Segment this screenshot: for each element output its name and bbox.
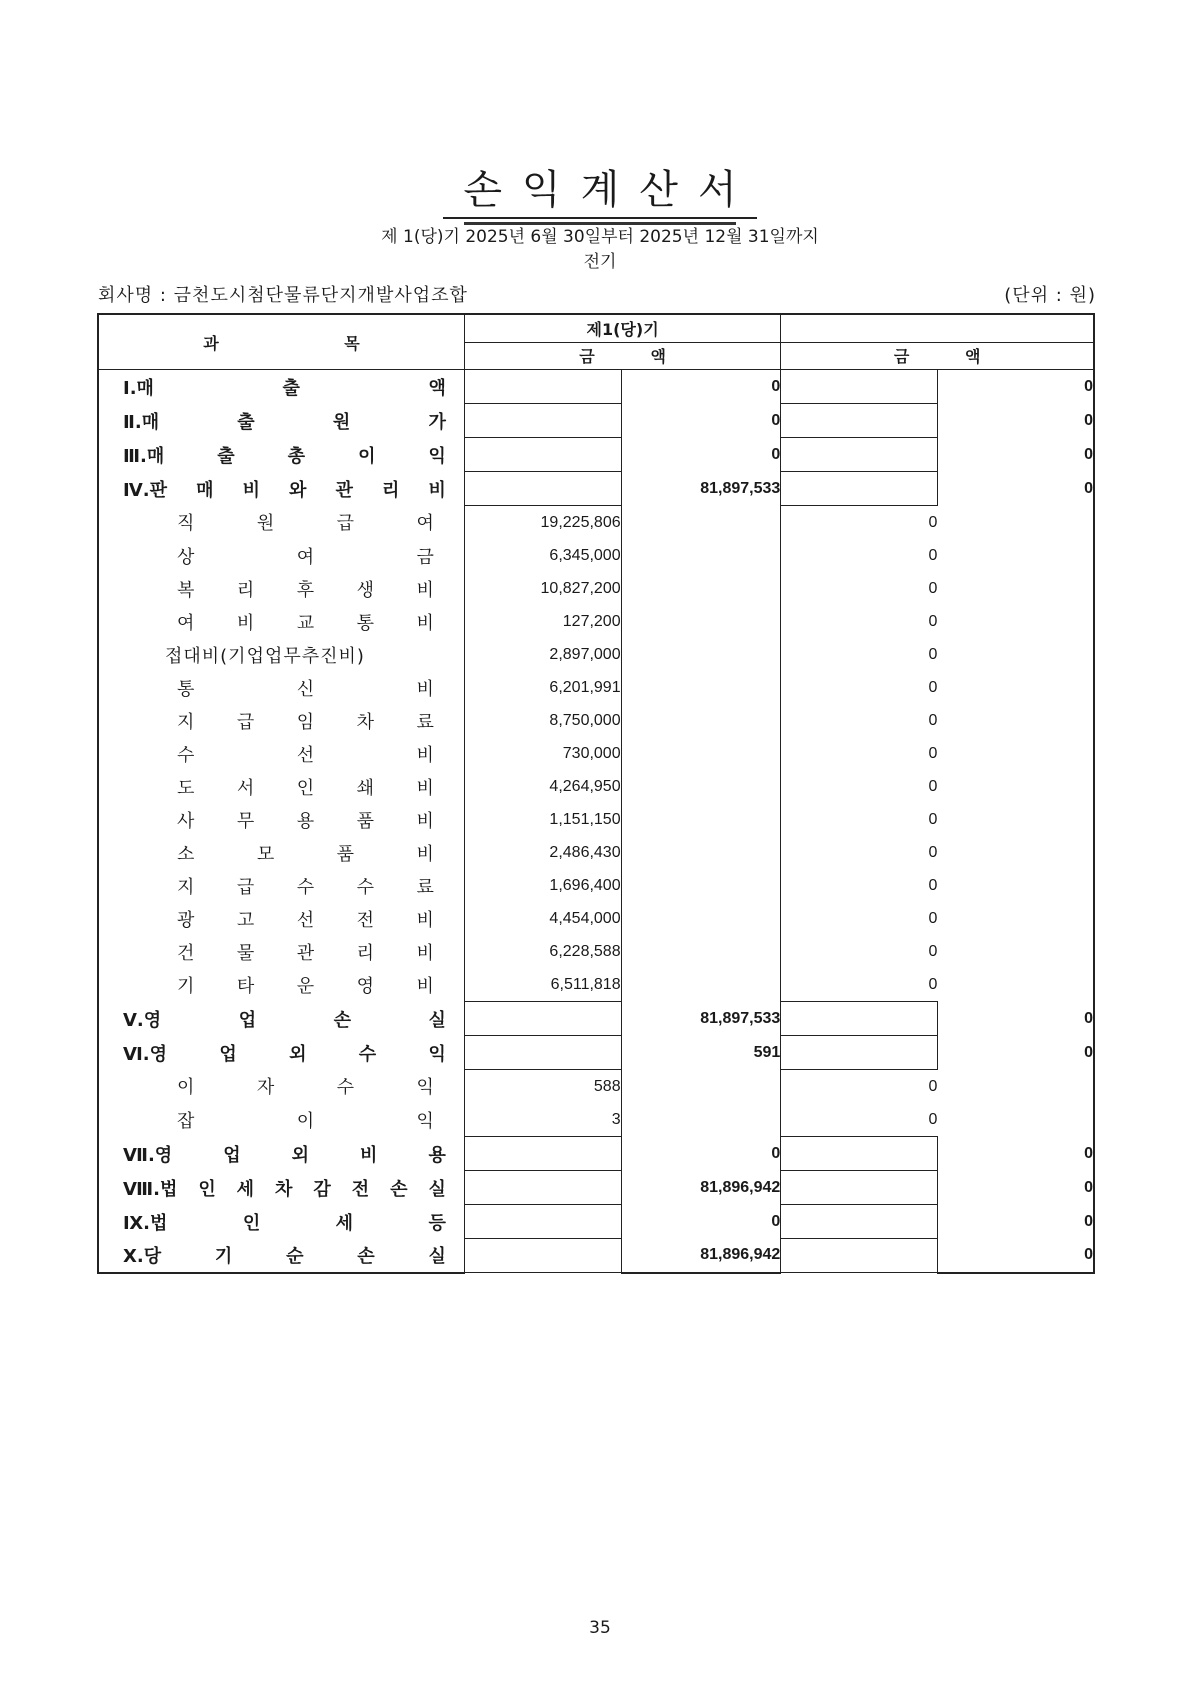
account-name [98, 770, 464, 803]
account-name-char: 서 [236, 777, 255, 799]
account-name-char: 매 [196, 479, 214, 501]
amount-2: 0 [621, 370, 781, 404]
account-name-char: 비 [416, 612, 434, 634]
account-name-char: 비 [416, 579, 434, 601]
amount-2: 81,896,942 [621, 1239, 781, 1273]
amount-2 [621, 803, 781, 836]
account-name-char: 직 [177, 513, 195, 535]
header-current-period: 제1(당)기 [464, 314, 780, 342]
item-row [98, 605, 1094, 638]
section-row [98, 370, 1094, 404]
amount-1: 8,750,000 [549, 711, 621, 729]
account-name-char: 출 [282, 377, 300, 399]
amount-1: 127,200 [562, 612, 621, 630]
item-row [98, 935, 1094, 968]
account-name-char: 관 [335, 479, 353, 501]
account-name-char: 세 [236, 1178, 255, 1200]
account-name-char: 품 [336, 843, 355, 865]
account-name-char: 손 [333, 1009, 351, 1031]
amount-3 [781, 472, 938, 506]
account-name-char: 차 [275, 1178, 293, 1200]
account-name-char: 익 [428, 1043, 446, 1065]
section-row [98, 438, 1094, 472]
amount-3: 0 [781, 803, 938, 836]
account-name-char: 복 [177, 579, 195, 601]
amount-4 [937, 770, 1094, 803]
company-name: 회사명 : 금천도시첨단물류단지개발사업조합 [98, 285, 468, 306]
amount-4 [937, 572, 1094, 605]
amount-1: 4,454,000 [549, 909, 621, 927]
account-name-char: 쇄 [356, 777, 375, 799]
account-name-char: 신 [296, 678, 315, 700]
item-row [98, 704, 1094, 737]
header-prior-period [781, 314, 1094, 342]
account-name-char: 와 [289, 479, 307, 501]
account-name-char: 사 [177, 810, 195, 832]
header-amount-prior: 금 액 [781, 342, 1094, 370]
account-name-char: 전 [351, 1178, 370, 1200]
amount-3: 0 [781, 539, 938, 572]
amount-1 [464, 404, 621, 438]
account-name-char: 가 [428, 411, 446, 433]
item-row [98, 737, 1094, 770]
amount-4 [937, 704, 1094, 737]
account-name-char: Ⅰ.매 [123, 377, 154, 399]
account-name-char: 리 [381, 479, 400, 501]
account-name [98, 539, 464, 572]
account-name-char: 순 [286, 1246, 304, 1267]
amount-3: 0 [781, 1070, 938, 1104]
amount-4: 0 [937, 438, 1094, 472]
account-name-char: 통 [177, 678, 195, 700]
account-name-char: 통 [356, 612, 375, 634]
account-name-char: 용 [428, 1144, 446, 1166]
amount-2 [621, 572, 781, 605]
account-name-char: 전 [356, 909, 375, 931]
amount-4: 0 [937, 1171, 1094, 1205]
account-name-char: 고 [236, 909, 255, 931]
account-name-char: 리 [356, 942, 375, 964]
item-row [98, 836, 1094, 869]
amount-4: 0 [937, 1002, 1094, 1036]
account-name [98, 968, 464, 1002]
account-name-char: 금 [416, 546, 434, 568]
account-name-char: 소 [177, 843, 195, 865]
amount-4 [937, 968, 1094, 1002]
amount-1 [464, 1205, 621, 1239]
amount-1: 730,000 [562, 744, 621, 762]
amount-4 [937, 869, 1094, 902]
amount-4: 0 [937, 404, 1094, 438]
item-row [98, 638, 1094, 671]
amount-2: 0 [621, 438, 781, 472]
amount-3: 0 [781, 572, 938, 605]
amount-3: 0 [781, 671, 938, 704]
account-name-char: 비 [242, 479, 260, 501]
account-name-char: 급 [236, 711, 255, 733]
account-name-char: 비 [236, 612, 255, 634]
amount-3 [781, 1171, 938, 1205]
account-name-char: 비 [416, 843, 434, 865]
header-subject: 과 목 [98, 314, 464, 370]
account-name-char: 익 [416, 1077, 434, 1099]
amount-1: 19,225,806 [540, 513, 621, 531]
account-name-char: 영 [356, 975, 375, 997]
account-name-char: 도 [177, 777, 195, 799]
item-row [98, 1070, 1094, 1104]
section-row [98, 472, 1094, 506]
item-row [98, 572, 1094, 605]
amount-1 [464, 1137, 621, 1171]
amount-1: 1,696,400 [549, 876, 621, 894]
amount-4 [937, 539, 1094, 572]
account-name-char: 외 [291, 1144, 310, 1166]
account-name-char: 생 [356, 579, 375, 601]
account-name-char: 운 [296, 975, 315, 997]
amount-2: 591 [621, 1036, 781, 1070]
account-name-char: 손 [390, 1178, 408, 1200]
amount-4: 0 [937, 370, 1094, 404]
amount-2: 0 [621, 1205, 781, 1239]
account-name [98, 638, 464, 671]
account-name-char: 인 [296, 777, 315, 799]
account-name-char: 리 [236, 579, 255, 601]
account-name-char: 타 [236, 975, 255, 997]
amount-4 [937, 1103, 1094, 1137]
account-name-char: 여 [177, 612, 195, 634]
account-name-char: 여 [416, 513, 434, 535]
amount-2 [621, 605, 781, 638]
account-name-char: 료 [416, 711, 434, 733]
account-name [98, 1103, 464, 1137]
amount-2 [621, 638, 781, 671]
account-name [98, 404, 464, 438]
account-name-char: 원 [332, 411, 351, 433]
account-name-char: 급 [236, 876, 255, 898]
amount-2 [621, 737, 781, 770]
account-name-char: 임 [296, 711, 315, 733]
account-name-char: 이 [358, 445, 376, 467]
income-statement-table [97, 313, 1095, 1274]
section-row [98, 1171, 1094, 1205]
account-name-char: 용 [296, 810, 315, 832]
amount-1: 6,511,818 [550, 975, 621, 993]
amount-4: 0 [937, 1036, 1094, 1070]
amount-1: 4,264,950 [549, 777, 621, 795]
amount-1: 2,486,430 [549, 843, 621, 861]
item-row [98, 902, 1094, 935]
account-name-char: 총 [287, 445, 306, 467]
amount-3 [781, 1036, 938, 1070]
account-name-char: 선 [296, 909, 315, 931]
account-name [98, 472, 464, 506]
account-name-char: 선 [296, 744, 315, 766]
account-name [98, 1070, 464, 1104]
account-name [98, 836, 464, 869]
account-name-char: 료 [416, 876, 434, 898]
amount-4 [937, 1070, 1094, 1104]
account-name-char: 출 [217, 445, 235, 467]
account-name [98, 935, 464, 968]
account-name-char: Ⅱ.매 [123, 411, 160, 433]
account-name-char: 여 [296, 546, 315, 568]
amount-1 [464, 370, 621, 404]
amount-4 [937, 605, 1094, 638]
amount-2: 81,897,533 [621, 1002, 781, 1036]
account-name-char: 잡 [177, 1110, 195, 1132]
account-name-char: 수 [336, 1077, 355, 1099]
account-name-char: 차 [356, 711, 375, 733]
document-title: 손익계산서 [443, 158, 756, 219]
account-name [98, 1239, 464, 1273]
account-name [98, 902, 464, 935]
amount-3: 0 [781, 968, 938, 1002]
account-name [98, 605, 464, 638]
amount-4 [937, 737, 1094, 770]
account-name-char: 자 [256, 1077, 275, 1099]
amount-1 [464, 1002, 621, 1036]
amount-1 [464, 472, 621, 506]
account-name-char: 업 [238, 1009, 257, 1031]
amount-2 [621, 1070, 781, 1104]
section-row [98, 1036, 1094, 1070]
account-name-char: 후 [296, 579, 315, 601]
amount-2: 81,896,942 [621, 1171, 781, 1205]
account-name [98, 370, 464, 404]
account-name-char: 수 [358, 1043, 377, 1065]
amount-4 [937, 935, 1094, 968]
amount-2 [621, 968, 781, 1002]
account-name [98, 1036, 464, 1070]
statement-body [98, 370, 1094, 1273]
amount-2 [621, 539, 781, 572]
account-name-char: 출 [237, 411, 255, 433]
section-row [98, 404, 1094, 438]
page-number: 35 [589, 1618, 611, 1638]
amount-2 [621, 704, 781, 737]
account-name-char: 인 [198, 1178, 216, 1200]
section-row [98, 1239, 1094, 1273]
account-name-char: 수 [356, 876, 375, 898]
account-name-char: Ⅹ.당 [123, 1246, 162, 1267]
amount-4: 0 [937, 1205, 1094, 1239]
amount-1 [464, 1171, 621, 1205]
section-row [98, 1205, 1094, 1239]
amount-2 [621, 770, 781, 803]
account-name-char: 이 [296, 1110, 315, 1132]
amount-1 [464, 1239, 621, 1273]
account-name-char: 교 [296, 612, 315, 634]
amount-2 [621, 902, 781, 935]
account-name-char: Ⅵ.영 [123, 1043, 168, 1065]
amount-1: 1,151,150 [549, 810, 621, 828]
item-row [98, 1103, 1094, 1137]
amount-1 [464, 1036, 621, 1070]
amount-3: 0 [781, 935, 938, 968]
amount-3: 0 [781, 902, 938, 935]
account-name [98, 1137, 464, 1171]
amount-3: 0 [781, 1103, 938, 1137]
amount-3: 0 [781, 506, 938, 540]
amount-3: 0 [781, 836, 938, 869]
account-name-char: 건 [177, 942, 195, 964]
account-name-char: 업 [223, 1144, 241, 1166]
account-name [98, 869, 464, 902]
account-name-text: 접대비(기업업무추진비) [165, 645, 365, 667]
account-name-char: Ⅶ.영 [123, 1144, 173, 1166]
amount-1: 3 [611, 1110, 621, 1128]
amount-4 [937, 836, 1094, 869]
account-name-char: 액 [428, 377, 446, 399]
amount-1: 6,201,991 [549, 678, 621, 696]
account-name-char: Ⅴ.영 [123, 1009, 162, 1031]
amount-2: 0 [621, 404, 781, 438]
account-name-char: 세 [335, 1212, 354, 1234]
amount-3 [781, 1239, 938, 1273]
account-name-char: 손 [357, 1246, 375, 1267]
currency-unit: (단위 : 원) [1004, 285, 1096, 306]
account-name-char: 지 [177, 876, 195, 898]
account-name-char: Ⅷ.법 [123, 1178, 178, 1200]
amount-3: 0 [781, 638, 938, 671]
amount-4 [937, 803, 1094, 836]
account-name-char: 인 [242, 1212, 261, 1234]
account-name-char: 실 [428, 1246, 446, 1267]
account-name-char: 관 [296, 942, 315, 964]
amount-3: 0 [781, 869, 938, 902]
account-name-char: 실 [428, 1009, 446, 1031]
account-name-char: Ⅳ.판 [123, 479, 168, 501]
account-name [98, 803, 464, 836]
item-row [98, 803, 1094, 836]
account-name-char: 물 [236, 942, 255, 964]
amount-3 [781, 438, 938, 472]
account-name [98, 671, 464, 704]
amount-2 [621, 869, 781, 902]
amount-1: 588 [593, 1077, 621, 1095]
account-name [98, 1171, 464, 1205]
amount-3 [781, 370, 938, 404]
account-name-char: 비 [416, 975, 434, 997]
amount-4 [937, 506, 1094, 540]
account-name-char: 이 [177, 1077, 195, 1099]
account-name-char: 업 [219, 1043, 237, 1065]
amount-4: 0 [937, 1239, 1094, 1273]
account-name [98, 704, 464, 737]
account-name [98, 506, 464, 540]
amount-3 [781, 1137, 938, 1171]
amount-3: 0 [781, 737, 938, 770]
amount-2 [621, 671, 781, 704]
amount-3 [781, 404, 938, 438]
account-name [98, 572, 464, 605]
amount-2 [621, 1103, 781, 1137]
account-name-char: 비 [416, 810, 434, 832]
item-row [98, 770, 1094, 803]
account-name [98, 1205, 464, 1239]
account-name-char: 수 [296, 876, 315, 898]
item-row [98, 869, 1094, 902]
account-name-char: 비 [416, 678, 434, 700]
account-name-char: 외 [289, 1043, 307, 1065]
fiscal-period: 제 1(당)기 2025년 6월 30일부터 2025년 12월 31일까지 [381, 227, 819, 247]
amount-1: 6,345,000 [549, 546, 621, 564]
account-name-char: 수 [177, 744, 195, 766]
account-name-char: 비 [428, 479, 446, 501]
amount-3: 0 [781, 770, 938, 803]
item-row [98, 539, 1094, 572]
account-name [98, 1002, 464, 1036]
header-amount-current: 금 액 [464, 342, 780, 370]
account-name-char: 비 [416, 777, 434, 799]
amount-4: 0 [937, 1137, 1094, 1171]
amount-3: 0 [781, 704, 938, 737]
account-name-char: 모 [256, 843, 275, 865]
prior-period-label: 전기 [583, 252, 617, 272]
account-name-char: 실 [428, 1178, 446, 1200]
account-name-char: 비 [416, 942, 434, 964]
account-name-char: 원 [256, 513, 275, 535]
amount-4 [937, 902, 1094, 935]
amount-2 [621, 935, 781, 968]
account-name-char: Ⅲ.매 [123, 445, 165, 467]
amount-2 [621, 836, 781, 869]
amount-2: 81,897,533 [621, 472, 781, 506]
account-name-char: 급 [336, 513, 355, 535]
amount-1: 10,827,200 [540, 579, 621, 597]
amount-4 [937, 671, 1094, 704]
account-name-char: 익 [416, 1110, 434, 1132]
item-row [98, 671, 1094, 704]
account-name-char: 감 [313, 1178, 331, 1200]
amount-3 [781, 1002, 938, 1036]
amount-2 [621, 506, 781, 540]
account-name-char: 광 [177, 909, 195, 931]
account-name-char: 품 [356, 810, 375, 832]
account-name-char: 비 [360, 1144, 378, 1166]
account-name-char: 등 [428, 1212, 446, 1234]
account-name [98, 737, 464, 770]
account-name-char: 비 [416, 909, 434, 931]
account-name-char: 기 [214, 1246, 233, 1267]
amount-3: 0 [781, 605, 938, 638]
title-block [0, 158, 1200, 225]
section-row [98, 1137, 1094, 1171]
section-row [98, 1002, 1094, 1036]
amount-2: 0 [621, 1137, 781, 1171]
account-name-char: 지 [177, 711, 195, 733]
amount-4 [937, 638, 1094, 671]
amount-4: 0 [937, 472, 1094, 506]
account-name-char: 무 [236, 810, 255, 832]
account-name-char: 비 [416, 744, 434, 766]
account-name-char: 기 [177, 975, 195, 997]
item-row [98, 506, 1094, 540]
amount-1: 6,228,588 [549, 942, 621, 960]
amount-1 [464, 438, 621, 472]
amount-1: 2,897,000 [549, 645, 621, 663]
account-name-char: 상 [177, 546, 195, 568]
account-name [98, 438, 464, 472]
item-row [98, 968, 1094, 1002]
amount-3 [781, 1205, 938, 1239]
account-name-char: 익 [428, 445, 446, 467]
account-name-char: Ⅸ.법 [123, 1212, 168, 1234]
